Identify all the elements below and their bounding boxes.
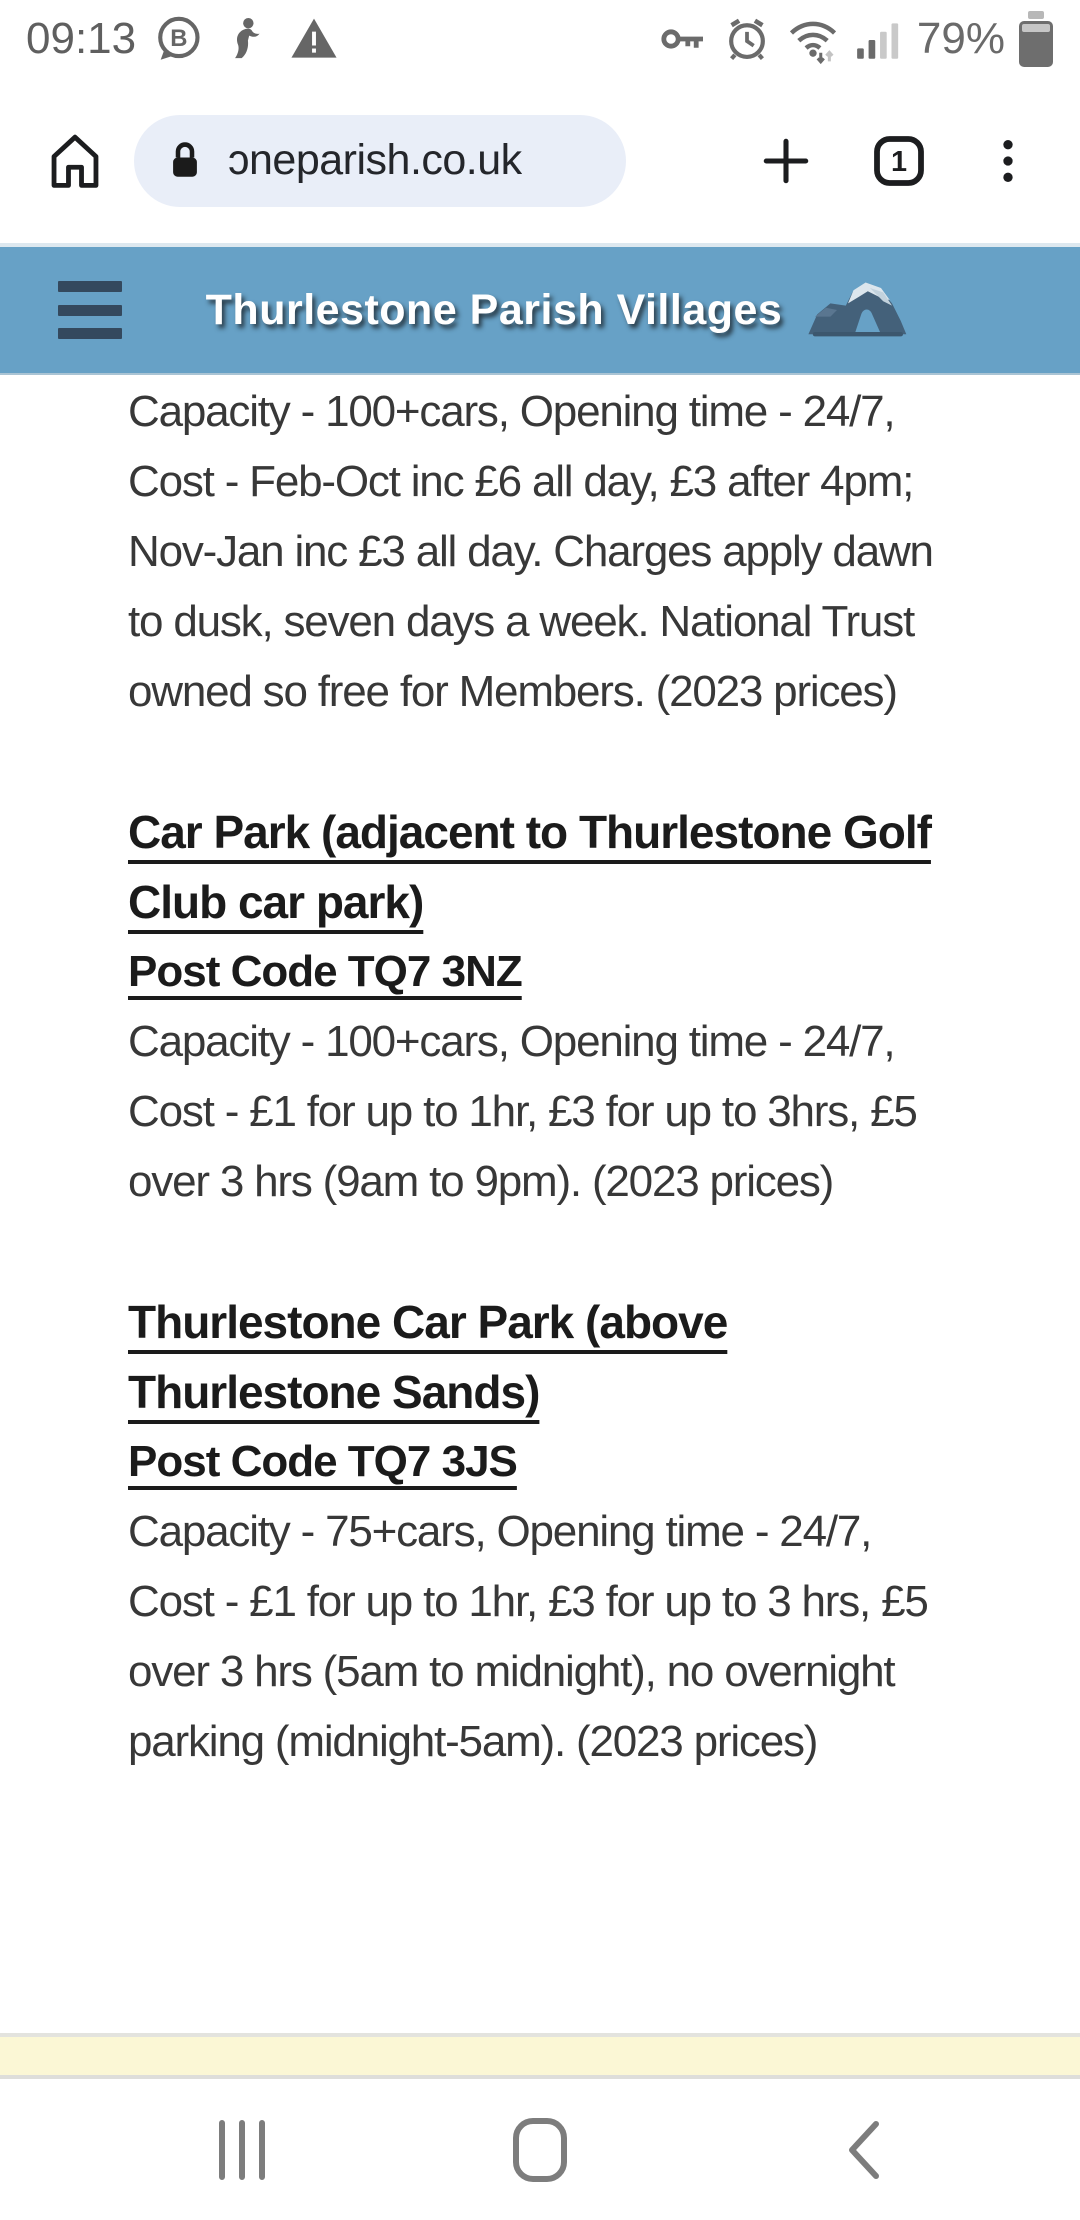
back-button[interactable]	[836, 2115, 892, 2185]
carpark-heading-thurlestone-sands: Thurlestone Car Park (above Thurlestone Sands)	[128, 1296, 728, 1418]
menu-kebab-icon[interactable]	[980, 129, 1036, 193]
new-tab-icon[interactable]	[754, 129, 818, 193]
browser-home-button[interactable]	[30, 127, 120, 195]
tab-count: 1	[890, 145, 908, 178]
carpark-heading-golf-club: Car Park (adjacent to Thurlestone Golf Club car park)	[128, 806, 931, 928]
alarm-clock-icon	[722, 14, 772, 64]
postcode-golf-club: Post Code TQ7 3NZ	[128, 947, 522, 996]
page-footer-strip	[0, 2033, 1080, 2079]
signal-strength-icon	[854, 14, 904, 64]
home-icon	[41, 127, 109, 195]
clock-text: 09:13	[26, 14, 137, 63]
recents-button[interactable]	[210, 2115, 274, 2185]
key-icon	[657, 16, 709, 62]
carpark-details-golf-club: Capacity - 100+cars, Opening time - 24/7, Cost - £1 for up to 1hr, £3 for up to 3hrs, £5 over 3 hrs (9am to 9pm). (2023 prices)	[128, 1017, 917, 1206]
browser-toolbar	[0, 78, 1080, 243]
url-text: ɔneparish.co.uk	[228, 136, 522, 184]
site-title: Thurlestone Parish Villages	[205, 285, 783, 334]
svg-text:B: B	[170, 24, 188, 52]
warning-triangle-icon	[286, 13, 342, 65]
hamburger-menu-icon[interactable]	[58, 281, 122, 339]
battery-icon	[1018, 10, 1054, 68]
status-bar	[0, 0, 1080, 78]
b-chat-app-icon	[152, 13, 204, 65]
intro-paragraph: Capacity - 100+cars, Opening time - 24/7, Cost - Feb-Oct inc £6 all day, £3 after 4pm; Nov-Jan inc £3 all day. Charges apply dawn to dusk, seven days a week. National Trust owned so free for Members. (2023 prices)	[128, 387, 933, 716]
home-nav-button[interactable]	[508, 2115, 572, 2185]
wifi-icon	[785, 13, 841, 65]
person-figure-app-icon	[220, 13, 270, 65]
lock-icon	[164, 138, 206, 184]
carpark-details-thurlestone-sands: Capacity - 75+cars, Opening time - 24/7, Cost - £1 for up to 1hr, £3 for up to 3 hrs, £5 over 3 hrs (5am to midnight), no overnight parking (midnight-5am). (2023 prices)	[128, 1507, 928, 1766]
page-content	[0, 369, 1080, 1777]
postcode-thurlestone-sands: Post Code TQ7 3JS	[128, 1437, 517, 1486]
android-navigation-bar	[0, 2079, 1080, 2220]
tab-switcher-icon[interactable]	[866, 128, 932, 194]
url-bar[interactable]	[134, 115, 626, 207]
site-header	[0, 243, 1080, 375]
battery-percent-text: 79%	[916, 14, 1005, 63]
rock-arch-image	[804, 276, 914, 344]
